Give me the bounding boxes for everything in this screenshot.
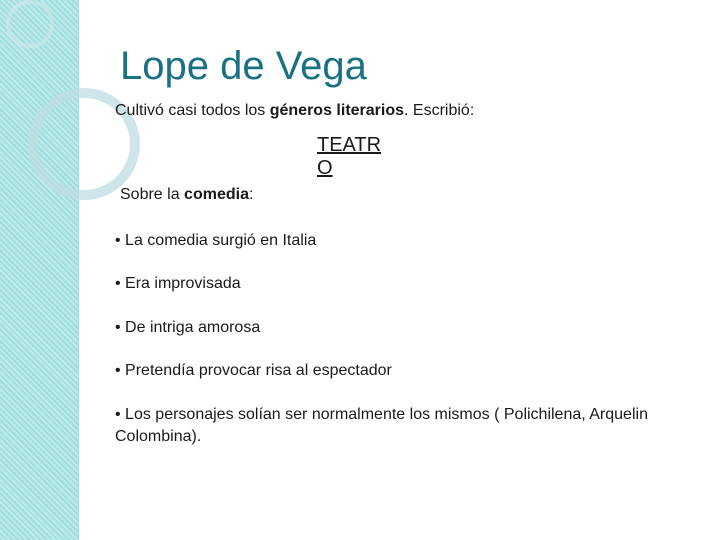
intro-text: Cultivó casi todos los <box>115 102 270 119</box>
bullet-item: • La comedia surgió en Italia <box>115 232 317 249</box>
bullet-item: • Los personajes solían ser normalmente los mismos ( Polichilena, Arquelin Colombina). <box>115 406 648 445</box>
bullet-item: • Pretendía provocar risa al espectador <box>115 362 392 379</box>
theatre-link[interactable]: TEATRO <box>317 134 382 179</box>
decorative-side-band <box>0 0 79 540</box>
bullet-item: • Era improvisada <box>115 275 241 292</box>
comedy-colon: : <box>248 186 254 203</box>
comedy-text: Sobre la <box>120 186 185 203</box>
intro-emphasis: géneros literarios <box>269 102 405 119</box>
bullet-item: • De intriga amorosa <box>115 319 261 336</box>
decorative-small-ring <box>6 0 54 48</box>
slide-title: Lope de Vega <box>120 44 367 88</box>
comedy-emphasis: comedia <box>184 186 249 203</box>
comedy-heading <box>120 185 253 204</box>
intro-text-end: . Escribió: <box>404 102 475 119</box>
intro-line <box>115 101 474 120</box>
